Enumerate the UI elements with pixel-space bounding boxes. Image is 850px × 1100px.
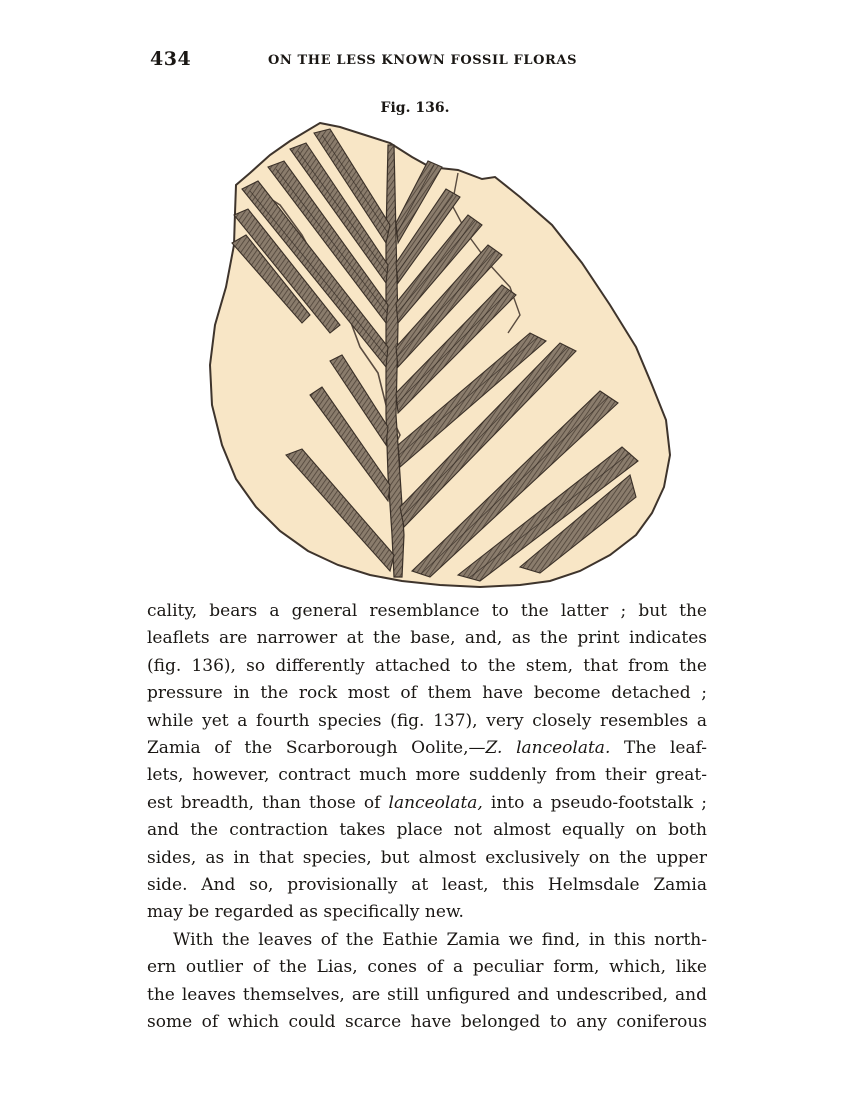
text-line [147,790,707,817]
body-text [147,598,707,1037]
text-line: pressure in the rock most of them have become detached ; [147,683,707,704]
text-line: leaflets are narrower at the base, and, as the print indicates [147,628,707,649]
running-head: ON THE LESS KNOWN FOSSIL FLORAS [268,53,578,68]
text-line: cality, bears a general resemblance to the latter ; but the [147,601,707,621]
text-segment: into a pseudo-footstalk ; [482,792,707,813]
text-segment: The leaf- [610,738,708,759]
text-line [147,735,707,762]
italic-species-name: Z. lanceolata. [485,738,611,759]
text-line: some of which could scarce have belonged to any coniferous [147,1012,707,1033]
fossil-zamia-illustration [190,115,680,590]
text-line: the leaves themselves, are still unfigured and undescribed, and [147,984,707,1005]
text-line: sides, as in that species, but almost exclusively on the upper [147,847,707,868]
italic-species-name: lanceolata, [388,792,483,813]
text-line: may be regarded as specifically new. [147,902,464,923]
text-segment: Zamia of the Scarborough Oolite,— [147,738,486,759]
text-line: while yet a fourth species (fig. 137), very closely resembles a [147,710,707,731]
text-line: lets, however, contract much more suddenly from their great- [147,765,707,786]
page-number: 434 [150,48,192,70]
text-segment: est breadth, than those of [147,792,389,813]
figure-caption: Fig. 136. [380,100,450,116]
text-line: (fig. 136), so differently attached to the stem, that from the [147,655,707,676]
text-line: and the contraction takes place not almost equally on both [147,820,707,841]
text-line: With the leaves of the Eathie Zamia we find, in this north- [173,929,707,950]
text-line: ern outlier of the Lias, cones of a peculiar form, which, like [147,957,707,978]
text-line: side. And so, provisionally at least, this Helmsdale Zamia [147,875,707,896]
